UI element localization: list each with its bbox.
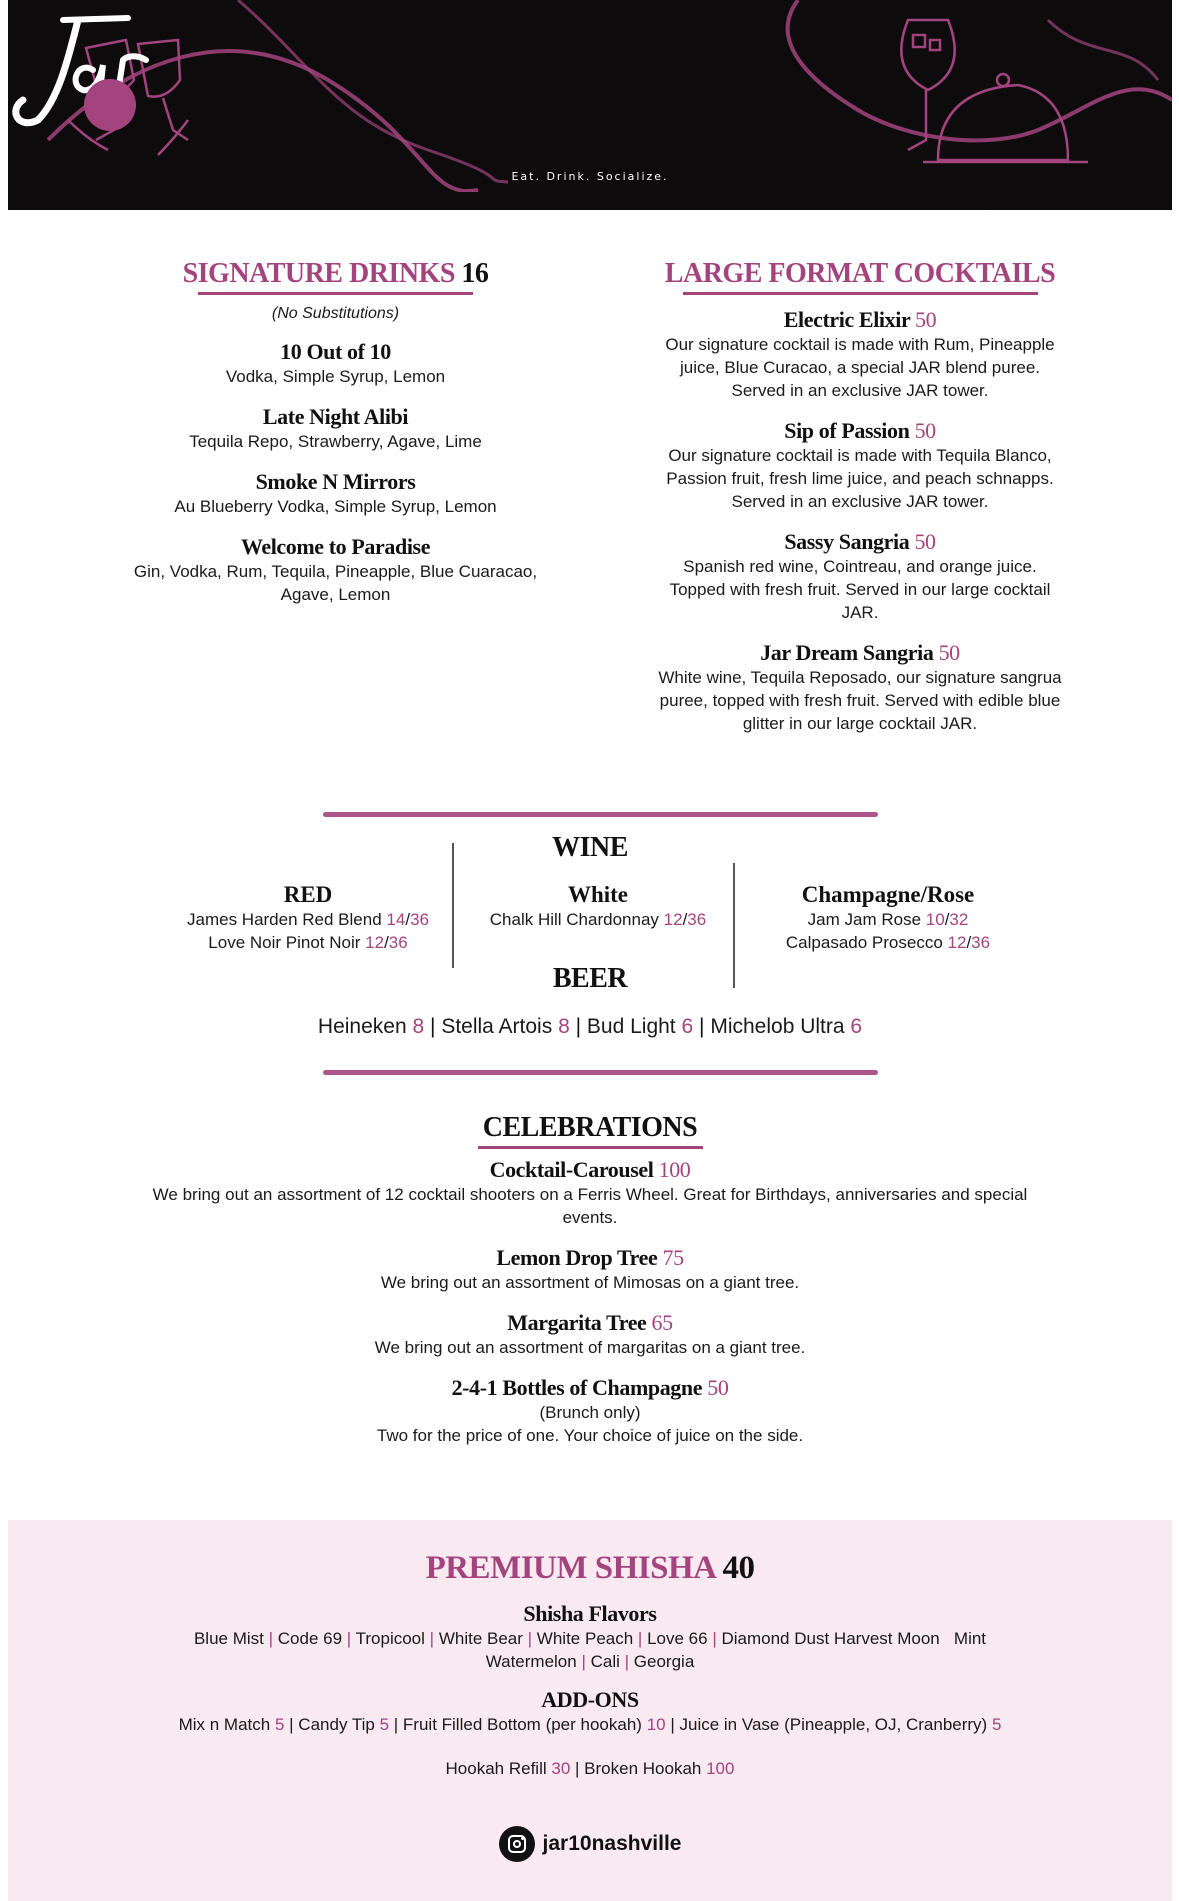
flavors-title: Shisha Flavors: [523, 1601, 657, 1626]
item-desc: White wine, Tequila Reposado, our signature sangrua puree, topped with fresh fruit. Served with edible blue glitter in our large cocktail JAR.: [658, 668, 1062, 733]
wine-category: White: [567, 882, 629, 907]
divider: [323, 1070, 878, 1075]
beer-price: 6: [850, 1015, 863, 1038]
wine-category: Champagne/Rose: [801, 882, 975, 907]
flavors-list: Blue Mist | Code 69 | Tropicool | White Bear | White Peach | Love 66 | Diamond Dust Harvest Moon Mint: [193, 1629, 987, 1648]
beer-price: 8: [558, 1015, 570, 1038]
signature-note: (No Substitutions): [271, 305, 400, 322]
wine-white-column: [458, 882, 738, 931]
wine-item: Love Noir Pinot Noir 12/36: [208, 933, 408, 952]
item-desc: Gin, Vodka, Rum, Tequila, Pineapple, Blue Cuaracao, Agave, Lemon: [133, 562, 538, 604]
item-name: Lemon Drop Tree 75: [496, 1245, 684, 1270]
wine-item: Jam Jam Rose 10/32: [807, 910, 969, 929]
item-name: 10 Out of 10: [280, 339, 391, 364]
signature-item: [108, 469, 563, 518]
item-desc: Au Blueberry Vodka, Simple Syrup, Lemon: [174, 497, 497, 516]
signature-underline: [198, 292, 473, 295]
item-desc: Tequila Repo, Strawberry, Agave, Lime: [189, 432, 482, 451]
wine-item: Calpasado Prosecco 12/36: [785, 933, 991, 952]
item-name: 2-4-1 Bottles of Champagne 50: [451, 1375, 729, 1400]
beer-title-text: BEER: [552, 963, 628, 994]
logo: [8, 0, 178, 140]
item-name: Cocktail-Carousel 100: [489, 1157, 691, 1182]
item-name: Late Night Alibi: [262, 404, 409, 429]
shisha-price: 40: [722, 1550, 755, 1586]
extras-list: Hookah Refill 30 | Broken Hookah 100: [445, 1759, 735, 1778]
celebrations-section: [138, 1112, 1042, 1447]
item-name: Margarita Tree 65: [507, 1310, 673, 1335]
beer-list: Heineken 8 | Stella Artois 8 | Bud Light 6 | Michelob Ultra 6: [317, 1015, 863, 1038]
celebrations-title-text: CELEBRATIONS: [482, 1112, 698, 1143]
wine-title-text: WINE: [552, 832, 628, 863]
item-note: (Brunch only): [539, 1403, 641, 1422]
large-format-title: [640, 258, 1080, 290]
header-banner: [8, 0, 1172, 210]
item-name: Jar Dream Sangria 50: [760, 640, 960, 665]
item-name: Welcome to Paradise: [240, 534, 431, 559]
celebration-item: [138, 1245, 1042, 1294]
beer-name: Heineken: [317, 1015, 407, 1038]
signature-price: 16: [461, 258, 489, 289]
signature-drinks-section: [108, 258, 563, 606]
flavors-list-2: Watermelon | Cali | Georgia: [485, 1652, 695, 1671]
wine-champagne-column: [743, 882, 1033, 954]
signature-title-text: SIGNATURE DRINKS: [182, 258, 455, 289]
wine-item: Chalk Hill Chardonnay 12/36: [489, 910, 707, 929]
wine-category: RED: [283, 882, 333, 907]
wine-title: [8, 832, 1172, 864]
beer-name: Michelob Ultra: [710, 1015, 845, 1038]
brush-edge: [8, 192, 1172, 222]
celebration-item: [138, 1310, 1042, 1359]
signature-item: [108, 339, 563, 388]
large-format-item: [640, 418, 1080, 513]
large-format-item: [640, 307, 1080, 402]
signature-item: [108, 534, 563, 606]
shisha-title-text: PREMIUM SHISHA: [425, 1550, 715, 1586]
large-format-underline: [683, 292, 1038, 295]
item-name: Electric Elixir 50: [783, 307, 937, 332]
beer-title: [8, 963, 1172, 995]
item-desc: Two for the price of one. Your choice of juice on the side.: [376, 1426, 804, 1445]
item-name: Smoke N Mirrors: [255, 469, 416, 494]
large-format-item: [640, 529, 1080, 624]
logo-number: 10: [601, 109, 631, 142]
wine-item: James Harden Red Blend 14/36: [187, 910, 429, 929]
large-format-title-text: LARGE FORMAT COCKTAILS: [664, 258, 1056, 289]
wine-red-column: [158, 882, 458, 954]
celebration-item: [138, 1375, 1042, 1447]
beer-price: 8: [412, 1015, 425, 1038]
beer-name: Stella Artois: [441, 1015, 553, 1038]
item-desc: Spanish red wine, Cointreau, and orange juice. Topped with fresh fruit. Served in our large cocktail JAR.: [669, 557, 1051, 622]
item-desc: We bring out an assortment of Mimosas on a giant tree.: [380, 1273, 800, 1292]
social-handle[interactable]: jar10nashville: [542, 1832, 682, 1855]
item-desc: Our signature cocktail is made with Tequila Blanco, Passion fruit, fresh lime juice, and peach schnapps. Served in an exclusive JAR tower.: [666, 446, 1054, 511]
item-name: Sassy Sangria 50: [784, 529, 936, 554]
instagram-icon: [499, 1826, 535, 1862]
signature-item: [108, 404, 563, 453]
celebrations-title: [138, 1112, 1042, 1144]
item-desc: We bring out an assortment of 12 cocktail shooters on a Ferris Wheel. Great for Birthdays, anniversaries and special events.: [152, 1185, 1028, 1227]
large-format-item: [640, 640, 1080, 735]
addons-title: ADD-ONS: [541, 1687, 639, 1712]
tagline: Eat. Drink. Socialize.: [511, 170, 669, 183]
shisha-title: [8, 1550, 1172, 1587]
item-desc: Vodka, Simple Syrup, Lemon: [225, 367, 446, 386]
social-link[interactable]: [8, 1826, 1172, 1862]
addons-list: Mix n Match 5 | Candy Tip 5 | Fruit Filled Bottom (per hookah) 10 | Juice in Vase (Pineapple, OJ, Cranberry) 5: [178, 1715, 1002, 1734]
beer-name: Bud Light: [586, 1015, 676, 1038]
celebration-item: [138, 1157, 1042, 1229]
beer-price: 6: [681, 1015, 694, 1038]
large-format-section: [640, 258, 1080, 735]
menu-page: [8, 0, 1172, 1901]
item-desc: Our signature cocktail is made with Rum, Pineapple juice, Blue Curacao, a special JAR blend puree. Served in an exclusive JAR tower.: [665, 335, 1055, 400]
item-name: Sip of Passion 50: [784, 418, 936, 443]
item-desc: We bring out an assortment of margaritas on a giant tree.: [374, 1338, 806, 1357]
divider: [323, 812, 878, 817]
signature-title: [108, 258, 563, 290]
celebrations-underline: [478, 1146, 703, 1149]
shisha-section: [8, 1550, 1172, 1780]
